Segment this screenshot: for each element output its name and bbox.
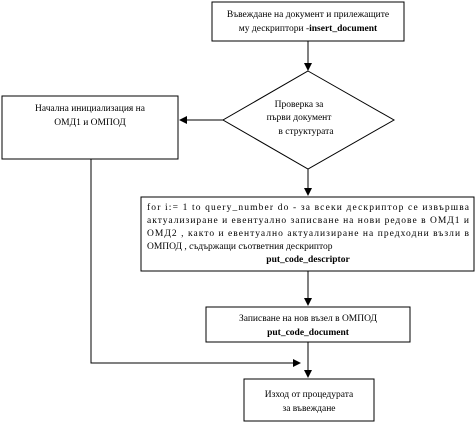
exit-line1: Изход от процедурата xyxy=(264,390,354,400)
insert-document-line2 xyxy=(239,24,378,34)
write-node-line1: Записване на нов възел в ОМПОД xyxy=(238,314,378,324)
decision-line2: първи документ xyxy=(266,113,332,123)
loop-code: put_code_descriptor xyxy=(266,255,350,265)
insert-document-box xyxy=(212,2,404,41)
descriptor-loop-box xyxy=(141,197,474,271)
insert-document-line2-prefix: му дескриптори - xyxy=(238,24,310,34)
decision-line3: в структурата xyxy=(278,127,334,137)
first-document-decision xyxy=(223,71,394,169)
write-node-box xyxy=(206,307,410,342)
insert-document-code: insert_document xyxy=(309,24,378,34)
decision-line1: Проверка за xyxy=(274,100,324,110)
exit-box xyxy=(244,379,374,421)
loop-line2: актуализиране и евентуално записване на нови редове в ОМД1 и xyxy=(147,216,469,226)
loop-line4: ОМПОД , съдържащи съответния дескриптор xyxy=(147,242,333,252)
loop-line1: for i:= 1 to query_number do - за всеки дескриптор се извършва xyxy=(147,203,470,213)
write-node-code: put_code_document xyxy=(267,328,349,338)
exit-line2: за въвеждане xyxy=(282,404,336,414)
initialization-box xyxy=(2,96,178,159)
initialization-line1: Начална инициализация на xyxy=(35,104,145,114)
loop-line3: ОМД2 , както и евентуално актуализиране на предходни възли в xyxy=(147,229,470,239)
insert-document-line1: Въвеждане на документ и прилежащите xyxy=(226,10,390,20)
initialization-line2: ОМД1 и ОМПОД xyxy=(54,118,126,128)
